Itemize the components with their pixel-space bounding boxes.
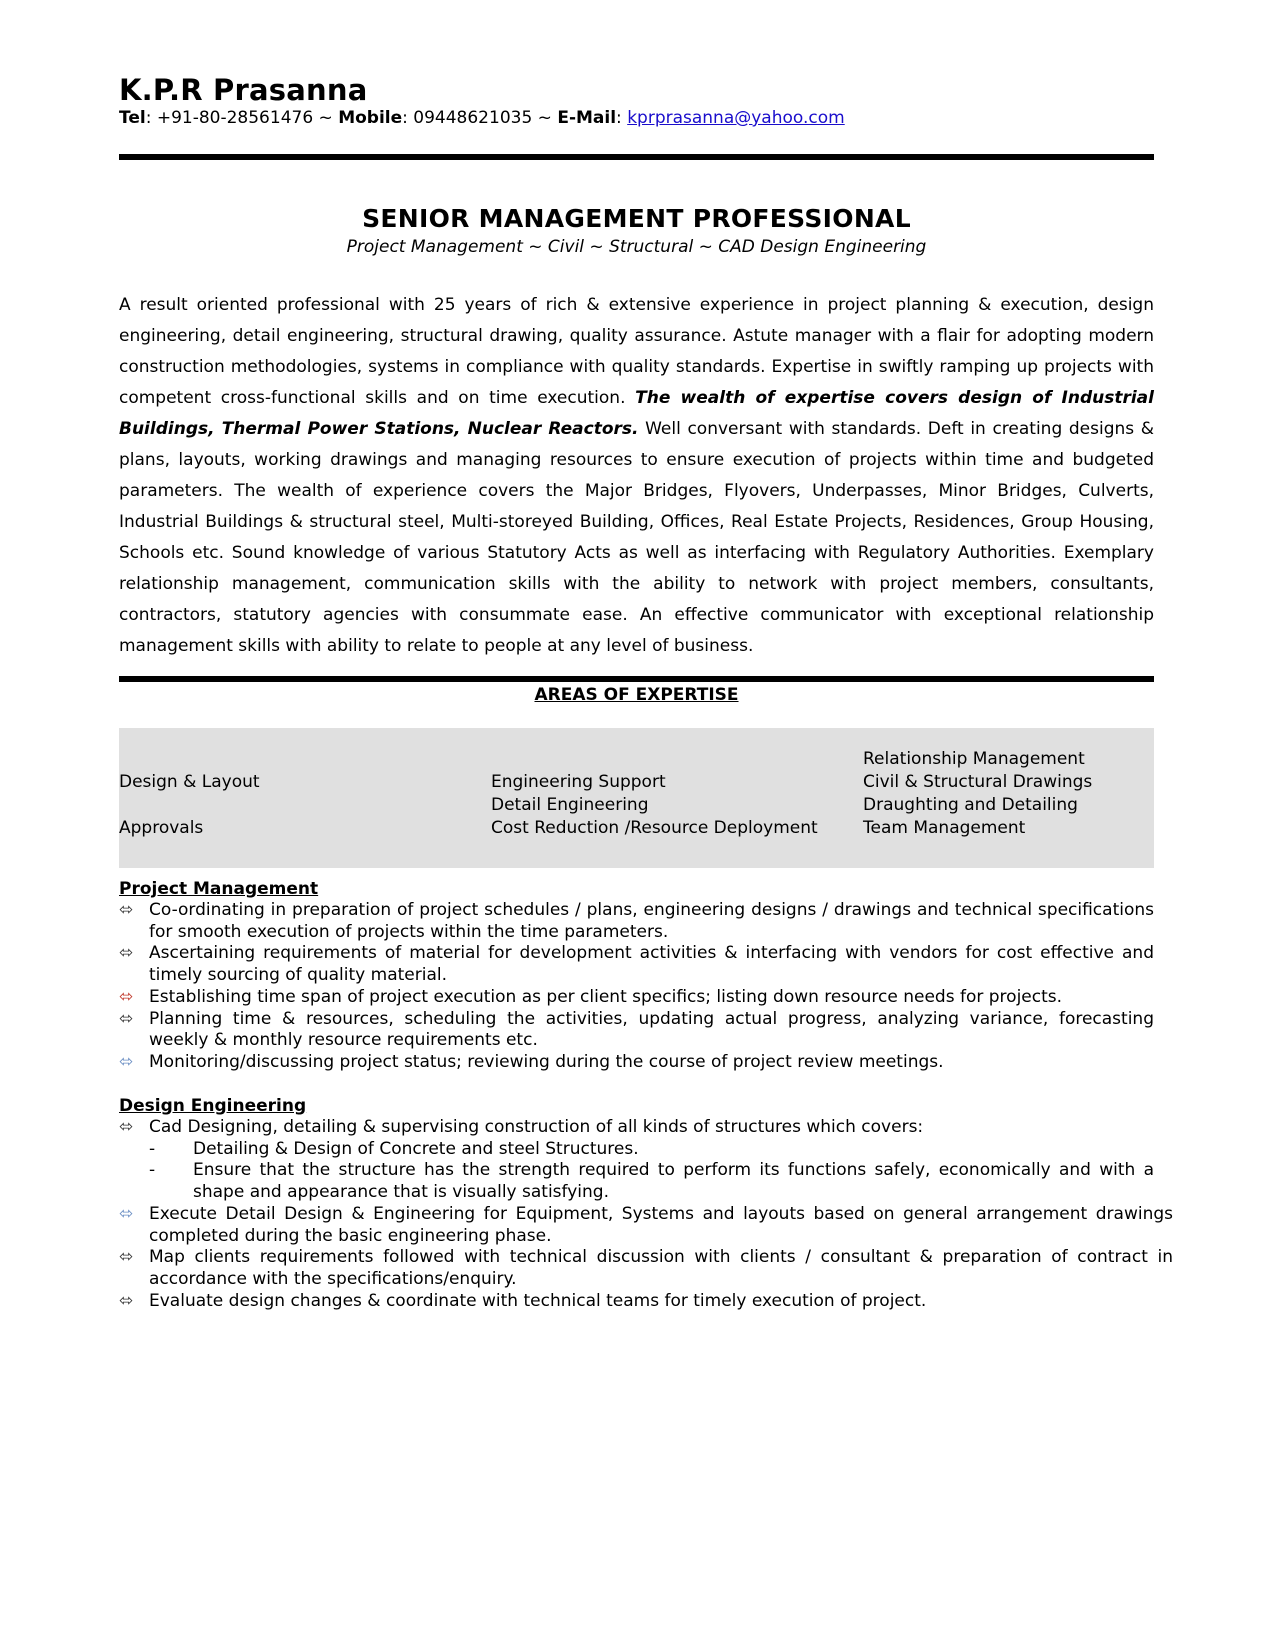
expertise-item: Engineering Support [491, 772, 666, 792]
design-engineering-list [119, 1117, 1173, 1312]
project-management-heading: Project Management [119, 879, 319, 899]
sub-list-item [119, 1160, 1154, 1203]
expertise-item: Team Management [863, 818, 1026, 838]
sub-list-item-text: Ensure that the structure has the strength required to perform its functions safely, economically and with a shape and appearance that is visually satisfying. [193, 1160, 1154, 1203]
double-arrow-icon: ⬄ [119, 1290, 134, 1311]
expertise-item: Approvals [119, 818, 204, 838]
list-item [119, 1117, 1173, 1139]
dash-marker: - [149, 1138, 156, 1159]
tel-value: : +91-80-28561476 ~ [145, 108, 339, 128]
list-item-text: Execute Detail Design & Engineering for Equipment, Systems and layouts based on general arrangement drawings completed during the basic engineering phase. [149, 1203, 1173, 1246]
expertise-item [491, 748, 818, 771]
list-item [119, 900, 1154, 943]
double-arrow-icon: ⬄ [119, 943, 134, 964]
headline-title: SENIOR MANAGEMENT PROFESSIONAL [362, 204, 911, 233]
double-arrow-icon: ⬄ [119, 1051, 134, 1072]
list-item-text: Establishing time span of project execution as per client specifics; listing down resource needs for projects. [149, 986, 1063, 1007]
areas-of-expertise-box [119, 728, 1154, 868]
email-link[interactable]: kprprasanna@yahoo.com [627, 108, 845, 128]
expertise-item: Civil & Structural Drawings [863, 772, 1093, 792]
expertise-item: Draughting and Detailing [863, 795, 1078, 815]
list-item [119, 1247, 1173, 1290]
list-item [119, 1052, 1154, 1074]
double-arrow-icon: ⬄ [119, 1117, 134, 1137]
mobile-value: : 09448621035 ~ [402, 108, 558, 128]
list-item-text: Map clients requirements followed with technical discussion with clients / consultant & preparation of contract in accordance with the specifications/enquiry. [149, 1247, 1173, 1289]
list-item [119, 987, 1154, 1009]
double-arrow-icon: ⬄ [119, 1247, 134, 1268]
list-item [119, 1291, 1173, 1313]
double-arrow-icon: ⬄ [119, 900, 134, 920]
design-engineering-heading: Design Engineering [119, 1096, 307, 1116]
project-management-list [119, 900, 1154, 1074]
list-item-text: Planning time & resources, scheduling the activities, updating actual progress, analyzing variance, forecasting weekly & monthly resource requirements etc. [149, 1008, 1154, 1051]
section-divider [119, 676, 1154, 682]
double-arrow-icon: ⬄ [119, 1008, 134, 1029]
headline-subtitle: Project Management ~ Civil ~ Structural ~ CAD Design Engineering [346, 237, 927, 257]
summary-emphasis: The wealth of expertise covers design of Industrial Buildings, Thermal Power Stations, Nuclear Reactors. [119, 388, 1154, 439]
double-arrow-icon: ⬄ [119, 1203, 134, 1224]
list-item [119, 943, 1154, 986]
list-item [119, 1009, 1154, 1052]
expertise-item: Relationship Management [863, 749, 1085, 769]
list-item-text: Ascertaining requirements of material for development activities & interfacing with vendors for cost effective and timely sourcing of quality material. [149, 943, 1154, 986]
email-separator: : [616, 108, 628, 128]
double-arrow-icon: ⬄ [119, 986, 134, 1007]
list-item-text: Monitoring/discussing project status; reviewing during the course of project review meetings. [149, 1051, 944, 1072]
expertise-item [119, 748, 260, 771]
expertise-item: Cost Reduction /Resource Deployment [491, 818, 818, 838]
expertise-column-3 [863, 748, 1092, 840]
tel-label: Tel [119, 108, 146, 128]
mobile-label: Mobile [338, 108, 403, 128]
header-divider [119, 154, 1154, 160]
expertise-item [119, 794, 260, 817]
list-item-text: Co-ordinating in preparation of project schedules / plans, engineering designs / drawings and technical specifications for smooth execution of projects within the time parameters. [149, 900, 1154, 942]
candidate-name: K.P.R Prasanna [119, 73, 368, 107]
list-item [119, 1204, 1173, 1247]
expertise-column-1 [119, 748, 260, 840]
sub-list-item-text: Detailing & Design of Concrete and steel Structures. [193, 1138, 639, 1159]
resume-page [119, 68, 1173, 1311]
list-item-text: Evaluate design changes & coordinate with technical teams for timely execution of project. [149, 1290, 927, 1311]
contact-line [119, 107, 1153, 129]
list-item-text: Cad Designing, detailing & supervising construction of all kinds of structures which covers: [149, 1117, 924, 1137]
areas-of-expertise-heading: AREAS OF EXPERTISE [534, 685, 739, 705]
summary-part-1: A result oriented professional with 25 years of rich & extensive experience in project planning & execution, design engineering, detail engineering, structural drawing, quality assurance. Astute manager with a flair for adopting modern construction methodologies, systems in compliance with quality standards. Expertise in swiftly ramping up projects with competent cross-functional skills and on time execution. [119, 295, 1154, 408]
dash-marker: - [149, 1160, 156, 1181]
headline [119, 204, 1154, 258]
expertise-item: Detail Engineering [491, 795, 649, 815]
expertise-column-2 [491, 748, 818, 840]
sub-list-item [119, 1139, 1198, 1161]
expertise-item: Design & Layout [119, 772, 260, 792]
email-label: E-Mail [557, 108, 617, 128]
profile-summary [119, 290, 1154, 662]
summary-part-2: Well conversant with standards. Deft in creating designs & plans, layouts, working drawings and managing resources to ensure execution of projects within time and budgeted parameters. The wealth of experience covers the Major Bridges, Flyovers, Underpasses, Minor Bridges, Culverts, Industrial Buildings & structural steel, Multi-storeyed Building, Offices, Real Estate Projects, Residences, Group Housing, Schools etc. Sound knowledge of various Statutory Acts as well as interfacing with Regulatory Authorities. Exemplary relationship management, communication skills with the ability to network with project members, consultants, contractors, statutory agencies with consummate ease. An effective communicator with exceptional relationship management skills with ability to relate to people at any level of business. [119, 419, 1154, 656]
